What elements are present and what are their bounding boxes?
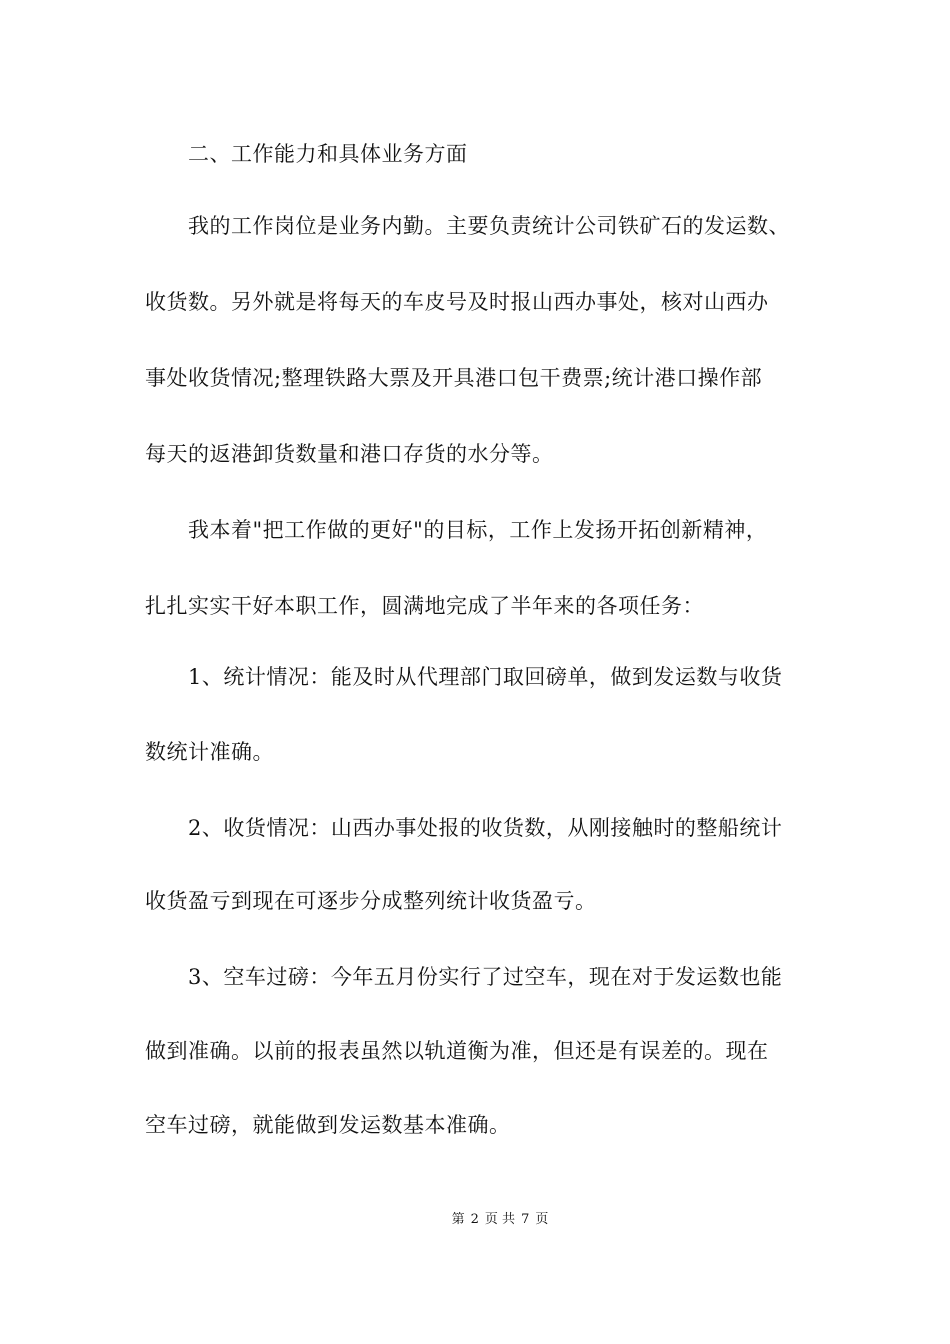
paragraph-line: 每天的返港卸货数量和港口存货的水分等。 xyxy=(145,442,554,466)
paragraph-line: 我的工作岗位是业务内勤。主要负责统计公司铁矿石的发运数、 xyxy=(188,214,790,238)
current-page-number: 2 xyxy=(470,1212,479,1227)
total-pages-number: 7 xyxy=(521,1212,530,1227)
list-item-line: 1、统计情况：能及时从代理部门取回磅单，做到发运数与收货 xyxy=(188,665,783,689)
footer-prefix: 第 xyxy=(451,1212,465,1227)
list-item-line: 3、空车过磅：今年五月份实行了过空车，现在对于发运数也能 xyxy=(188,965,783,989)
paragraph-line: 收货数。另外就是将每天的车皮号及时报山西办事处，核对山西办 xyxy=(145,290,769,314)
list-item-line: 做到准确。以前的报表虽然以轨道衡为准，但还是有误差的。现在 xyxy=(145,1039,769,1063)
footer-suffix: 页 xyxy=(535,1212,549,1227)
footer-mid: 页 共 xyxy=(484,1212,516,1227)
paragraph-line: 扎扎实实干好本职工作，圆满地完成了半年来的各项任务： xyxy=(145,594,704,618)
page-footer xyxy=(0,1208,950,1227)
list-item-line: 2、收货情况：山西办事处报的收货数，从刚接触时的整船统计 xyxy=(188,816,783,840)
paragraph-line: 事处收货情况;整理铁路大票及开具港口包干费票;统计港口操作部 xyxy=(145,366,763,390)
list-item-line: 收货盈亏到现在可逐步分成整列统计收货盈亏。 xyxy=(145,889,597,913)
paragraph-line: 我本着"把工作做的更好"的目标，工作上发扬开拓创新精神， xyxy=(188,518,768,542)
section-heading: 二、工作能力和具体业务方面 xyxy=(188,142,468,166)
list-item-line: 数统计准确。 xyxy=(145,740,274,764)
list-item-line: 空车过磅，就能做到发运数基本准确。 xyxy=(145,1113,511,1137)
